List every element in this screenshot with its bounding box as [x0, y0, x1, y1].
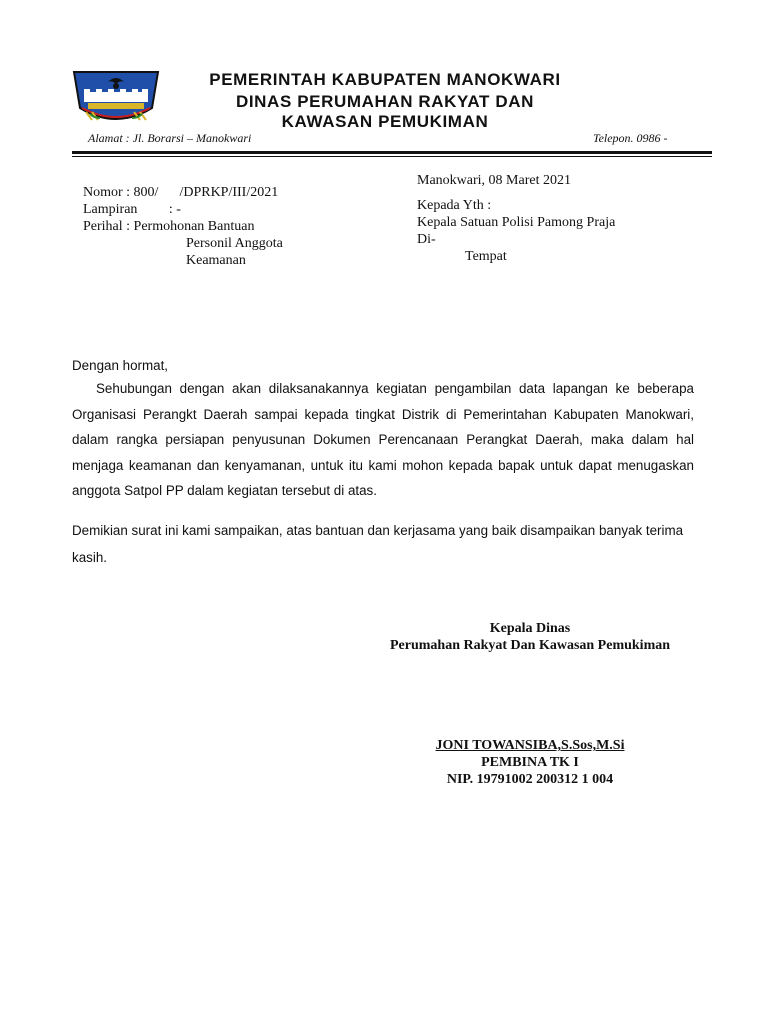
letterhead-line-1: PEMERINTAH KABUPATEN MANOKWARI: [209, 70, 561, 89]
letter-subject: Perihal : Permohonan Bantuan: [83, 219, 255, 234]
signatory-office: Perumahan Rakyat Dan Kawasan Pemukiman: [389, 638, 671, 653]
signatory-title: Kepala Dinas: [489, 621, 571, 636]
letter-date: Manokwari, 08 Maret 2021: [417, 173, 571, 188]
letterhead-line-2: DINAS PERUMAHAN RAKYAT DAN: [235, 92, 534, 111]
manokwari-emblem-logo: [72, 68, 160, 132]
recipient-name: Kepala Satuan Polisi Pamong Praja: [417, 215, 616, 230]
office-phone: Telepon. 0986 -: [593, 131, 668, 145]
letter-subject-line-2: Personil Anggota: [186, 236, 283, 251]
signatory-rank: PEMBINA TK I: [481, 755, 579, 770]
letterhead-rule-thin: [72, 156, 712, 157]
signatory-nip: NIP. 19791002 200312 1 004: [446, 772, 614, 787]
body-paragraph-2: Demikian surat ini kami sampaikan, atas bantuan dan kerjasama yang baik disampaikan banyak terima kasih.: [72, 523, 684, 565]
recipient-di: Di-: [417, 232, 436, 247]
salutation: Dengan hormat,: [72, 358, 169, 373]
letter-number: Nomor : 800/ /DPRKP/III/2021: [83, 185, 279, 200]
letterhead-line-3: KAWASAN PEMUKIMAN: [281, 112, 489, 131]
recipient-intro: Kepada Yth :: [417, 198, 492, 213]
recipient-place: Tempat: [465, 249, 507, 264]
letter-subject-line-3: Keamanan: [186, 253, 246, 268]
signatory-name: JONI TOWANSIBA,S.Sos,M.Si: [435, 738, 625, 753]
office-address: Alamat : Jl. Borarsi – Manokwari: [88, 131, 252, 145]
body-paragraph-1: Sehubungan dengan akan dilaksanakannya kegiatan pengambilan data lapangan ke beberapa Organisasi Perangkt Daerah sampai kepada tingkat Distrik di Pemerintahan Kabupaten Manokwari, dalam rangka persiapan penyusunan Dokumen Perencanaan Perangkat Daerah, maka dalam hal menjaga keamanan dan kenyamanan, untuk itu kami mohon kepada bapak untuk dapat menugaskan anggota Satpol PP dalam kegiatan tersebut di atas.: [72, 381, 694, 498]
letterhead-rule-thick: [72, 151, 712, 154]
letter-attachment: Lampiran : -: [83, 202, 181, 217]
